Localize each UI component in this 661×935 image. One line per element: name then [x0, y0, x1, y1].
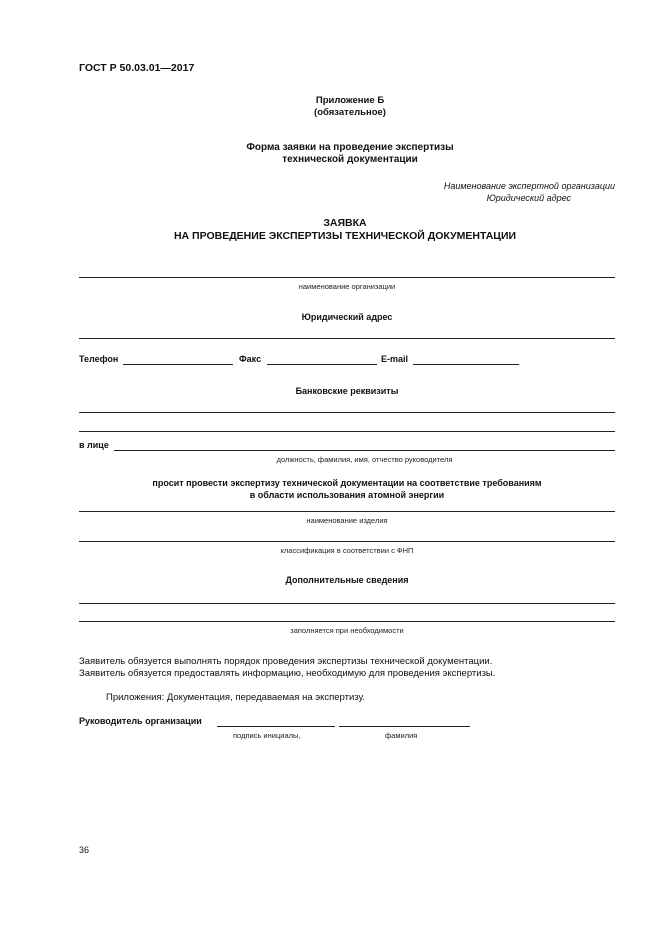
- person-field[interactable]: [114, 450, 615, 451]
- person-caption: должность, фамилия, имя, отчество руководителя: [276, 455, 453, 464]
- email-label: E-mail: [381, 354, 409, 364]
- standard-header: ГОСТ Р 50.03.01—2017: [79, 62, 195, 74]
- request-line1: просит провести экспертизу технической документации на соответствие требованиям: [152, 478, 542, 488]
- appendix-title: Приложение Б: [315, 95, 385, 106]
- email-field[interactable]: [413, 364, 519, 365]
- form-title-line1: Форма заявки на проведение экспертизы: [246, 142, 454, 153]
- signature-sign-field[interactable]: [217, 726, 335, 727]
- obligations: [79, 656, 495, 680]
- addressee-block: [444, 180, 615, 204]
- classification-caption: классификация в соответствии с ФНП: [280, 546, 414, 555]
- request-line2: в области использования атомной энергии: [249, 490, 445, 500]
- product-name-caption: наименование изделия: [306, 516, 388, 525]
- org-name-caption: наименование организации: [298, 282, 396, 291]
- addressee-address: Юридический адрес: [486, 193, 571, 203]
- signature-sign-caption: подпись инициалы,: [233, 731, 301, 740]
- signature-surname-field[interactable]: [339, 726, 470, 727]
- application-title-line1: ЗАЯВКА: [323, 217, 367, 229]
- application-title: [0, 217, 661, 243]
- fax-field[interactable]: [267, 364, 377, 365]
- obligation-2: Заявитель обязуется предоставлять информацию, необходимую для проведения экспертизы.: [79, 668, 496, 679]
- legal-address-label: Юридический адрес: [301, 312, 393, 322]
- phone-field[interactable]: [123, 364, 233, 365]
- application-title-line2: НА ПРОВЕДЕНИЕ ЭКСПЕРТИЗЫ ТЕХНИЧЕСКОЙ ДОКУМЕНТАЦИИ: [173, 230, 517, 242]
- classification-line[interactable]: [79, 541, 615, 542]
- obligation-1: Заявитель обязуется выполнять порядок проведения экспертизы технической документации.: [79, 656, 493, 667]
- page-number: 36: [79, 845, 90, 855]
- additional-info-caption: заполняется при необходимости: [290, 626, 404, 635]
- request-text: [79, 477, 615, 501]
- signature-surname-caption: фамилия: [385, 731, 418, 740]
- bank-details-line-1[interactable]: [79, 412, 615, 413]
- additional-info-line-2[interactable]: [79, 621, 615, 622]
- legal-address-line[interactable]: [79, 338, 615, 339]
- additional-info-label: Дополнительные сведения: [285, 575, 409, 585]
- appendix-subtitle: (обязательное): [314, 107, 386, 118]
- signature-label: Руководитель организации: [79, 716, 202, 726]
- product-name-line[interactable]: [79, 511, 615, 512]
- phone-label: Телефон: [79, 354, 119, 364]
- bank-details-label: Банковские реквизиты: [295, 386, 399, 396]
- org-name-line[interactable]: [79, 277, 615, 278]
- form-title: [0, 142, 661, 166]
- bank-details-line-2[interactable]: [79, 431, 615, 432]
- person-label: в лице: [79, 440, 109, 450]
- appendix-heading: [0, 95, 661, 119]
- addressee-org: Наименование экспертной организации: [443, 181, 615, 191]
- attachments-text: Приложения: Документация, передаваемая на экспертизу.: [106, 692, 365, 703]
- additional-info-line-1[interactable]: [79, 603, 615, 604]
- fax-label: Факс: [239, 354, 262, 364]
- form-title-line2: технической документации: [282, 154, 418, 165]
